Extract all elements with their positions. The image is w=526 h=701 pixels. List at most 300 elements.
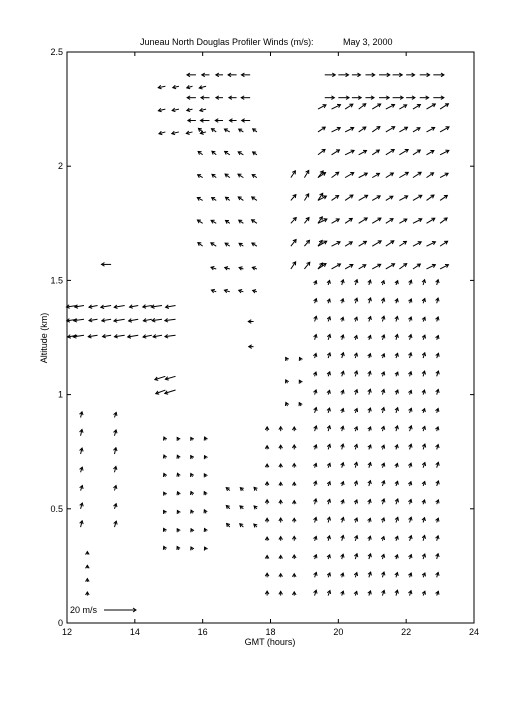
wind-arrow [254,487,257,490]
wind-arrow [143,305,152,309]
wind-arrow [413,105,420,110]
wind-arrow [408,317,411,322]
wind-arrow [427,173,434,178]
wind-arrow [354,298,357,303]
wind-arrow [325,73,336,77]
wind-arrow [399,105,406,109]
wind-arrow [422,299,425,304]
wind-arrow [341,426,344,431]
wind-arrow [359,241,367,246]
wind-arrow [239,290,244,293]
wind-arrow [228,73,237,77]
wind-arrow [440,241,448,246]
wind-arrow [253,129,257,132]
wind-arrow [332,242,340,247]
wind-arrow [292,592,296,596]
wind-arrow [155,376,166,380]
wind-arrow [395,463,398,467]
wind-arrow [101,263,111,267]
wind-arrow [299,403,302,406]
wind-arrow [292,536,296,540]
wind-arrow [80,486,83,491]
wind-arrow [354,390,357,395]
wind-arrow [114,319,125,323]
wind-arrow [338,96,349,100]
x-tick-label: 22 [401,627,412,637]
wind-arrow [381,572,384,577]
wind-arrow [372,127,380,132]
wind-arrow [332,172,339,177]
wind-arrow [252,243,257,246]
wind-arrow [314,445,317,449]
wind-arrow [253,152,257,155]
wind-arrow [420,73,430,77]
wind-arrow [341,280,344,285]
wind-arrow [422,390,425,395]
wind-arrow [114,412,117,417]
wind-arrow [436,572,439,577]
wind-arrow [395,353,398,358]
wind-arrow [153,335,162,339]
wind-arrow [440,218,447,223]
wind-arrow [354,444,357,449]
wind-arrow [395,573,398,578]
wind-arrow [395,536,398,541]
wind-arrow [241,73,250,77]
wind-arrow [382,590,385,595]
wind-arrow [338,73,348,77]
wind-arrow [216,96,223,100]
wind-arrow [436,536,439,541]
wind-arrow [386,127,395,132]
wind-arrow [381,445,384,449]
wind-arrow [204,510,207,514]
wind-arrow [395,408,398,413]
wind-arrow [101,305,111,309]
wind-arrow [372,264,380,269]
wind-arrow [368,371,371,376]
wind-arrow [395,372,398,376]
wind-arrow [340,317,343,321]
wind-arrow [265,591,269,595]
wind-arrow [422,317,425,321]
x-tick-label: 18 [265,627,276,637]
wind-arrow [433,73,444,77]
wind-arrow [292,501,296,505]
wind-arrow [399,172,408,177]
wind-arrow [345,150,354,155]
wind-arrow [216,73,223,77]
wind-arrow [86,579,90,582]
wind-arrow [368,335,371,339]
wind-arrow [381,518,384,523]
wind-arrow [177,510,180,513]
wind-arrow [408,372,411,377]
wind-arrow [285,402,288,406]
wind-arrow [304,170,308,177]
wind-arrow [163,528,166,531]
wind-arrow [372,196,380,201]
wind-arrow [279,555,283,559]
x-axis-label: GMT (hours) [244,637,296,647]
wind-arrow [187,85,193,88]
wind-arrow [408,573,411,577]
wind-arrow [440,264,448,269]
wind-arrow [422,463,425,468]
wind-arrow [265,537,269,541]
wind-arrow [252,175,257,178]
wind-arrow [422,353,425,358]
wind-arrow [368,591,371,596]
wind-arrow [164,510,167,513]
x-tick-label: 24 [468,627,480,637]
wind-arrow [130,305,139,309]
wind-arrow [399,149,408,154]
reference-vector-key [70,605,136,615]
y-tick-label: 2 [57,161,63,172]
wind-arrow [291,240,296,247]
wind-arrow [279,464,283,468]
wind-arrow [201,96,209,100]
wind-arrow [239,129,244,132]
wind-arrow [381,537,384,541]
wind-arrow [191,456,194,459]
wind-arrow [354,481,357,486]
wind-arrow [427,127,435,132]
wind-arrow [313,353,316,358]
y-tick-label: 1.5 [50,275,63,286]
wind-arrow [422,591,425,595]
y-axis-label: Altitude (km) [39,312,49,364]
wind-arrow [313,372,316,376]
wind-arrow [279,445,283,449]
wind-arrow [80,448,83,454]
wind-arrow [345,173,354,178]
wind-arrow [341,591,344,595]
wind-arrow [332,264,341,269]
x-tick-label: 20 [333,627,344,637]
axis-ticks [50,47,479,637]
wind-arrow [187,73,196,77]
wind-arrow [172,108,179,112]
wind-arrow [103,334,112,338]
wind-arrow [191,529,194,532]
wind-arrow [368,463,371,468]
wind-arrow [327,499,330,504]
wind-arrow [80,467,83,472]
wind-arrow [211,243,216,246]
wind-arrow [226,220,230,223]
wind-arrow [163,546,166,550]
wind-arrow [408,499,411,504]
wind-arrow [409,426,412,431]
wind-arrow [299,357,302,360]
chart-date: May 3, 2000 [343,37,393,47]
wind-arrow [341,444,344,449]
wind-arrow [279,591,283,595]
wind-arrow [80,412,83,418]
wind-arrow [198,128,202,132]
wind-arrow [341,554,344,559]
wind-arrow [327,408,330,413]
wind-arrow [229,96,237,100]
wind-arrow [265,555,269,559]
wind-arrow [327,334,330,339]
wind-arrow [327,517,330,522]
wind-arrow [368,572,371,577]
wind-arrow [314,299,317,304]
wind-arrow [327,555,330,559]
wind-arrow [89,318,98,322]
wind-arrow [200,131,206,134]
wind-arrow [372,104,380,109]
wind-arrow [422,500,425,504]
y-tick-label: 2.5 [50,47,63,57]
wind-arrow [359,104,366,109]
wind-arrow [393,73,403,77]
wind-arrow [224,289,229,292]
wind-arrow [114,504,117,509]
wind-arrow [211,267,216,270]
wind-arrow [422,444,425,449]
wind-arrow [86,565,90,568]
wind-arrow [292,464,296,468]
wind-arrow [372,173,379,177]
wind-arrow [265,482,269,486]
wind-arrow [413,195,422,200]
wind-arrow [341,335,344,340]
wind-arrow [327,426,330,431]
wind-arrow [129,319,139,323]
wind-arrow [408,463,411,468]
wind-arrow [304,218,309,224]
wind-arrow [165,318,176,322]
wind-arrow [354,335,357,339]
wind-arrow [80,429,84,435]
wind-arrow [435,427,438,431]
wind-arrow [332,104,341,109]
wind-arrow [393,96,404,100]
wind-arrow [240,506,243,509]
wind-arrow [368,298,371,303]
wind-arrow [163,455,166,459]
wind-arrow [279,574,283,578]
wind-arrow [436,481,439,486]
wind-arrow [190,492,193,496]
wind-arrow [177,547,180,550]
wind-arrow [229,119,236,123]
x-tick-label: 12 [61,627,73,637]
wind-arrow [238,197,243,201]
wind-arrow [304,240,309,246]
wind-arrow [427,195,434,200]
wind-arrow [381,389,384,394]
wind-arrow [395,426,398,431]
wind-arrow [381,554,384,559]
wind-arrow [368,536,371,541]
wind-arrow [332,195,339,200]
wind-arrow [238,174,243,177]
wind-arrow [332,150,340,155]
wind-arrow [413,128,420,132]
x-tick-label: 16 [197,627,208,637]
wind-arrow [409,536,412,541]
wind-arrow [292,445,296,449]
wind-arrow [225,267,230,270]
wind-arrow [436,500,439,504]
wind-arrow [265,518,269,522]
wind-arrow [327,317,330,322]
wind-arrow [395,481,398,486]
wind-arrow [265,427,269,431]
wind-arrow [191,473,194,476]
wind-arrow [372,241,381,246]
wind-arrow [299,380,302,383]
wind-arrow [422,482,425,486]
wind-arrow [422,409,425,413]
wind-arrow [359,173,368,178]
wind-arrow [226,197,230,200]
wind-arrow [436,445,439,450]
wind-arrow [354,371,357,376]
wind-arrow [368,518,371,522]
wind-arrow [422,426,425,431]
wind-arrow [406,96,415,100]
wind-arrow [114,335,124,339]
wind-arrow [399,219,406,223]
wind-arrow [422,554,425,559]
wind-arrow [341,390,344,394]
wind-arrow [399,264,406,269]
wind-arrow [327,444,330,449]
wind-arrow [113,466,116,472]
wind-arrow [152,318,162,322]
wind-arrow [440,195,447,200]
wind-arrow [239,243,243,246]
wind-arrow [359,127,366,132]
wind-arrow [202,73,210,77]
wind-arrow [332,127,341,132]
wind-arrow [265,446,269,450]
wind-arrow [365,73,374,77]
reference-vector-label: 20 m/s [70,605,98,615]
wind-arrow [279,500,283,504]
wind-arrow [313,390,316,395]
wind-arrow [341,482,344,486]
wind-arrow [172,131,179,135]
chart-title: Juneau North Douglas Profiler Winds (m/s): [140,37,314,47]
wind-arrow [204,474,207,477]
wind-arrow [225,243,230,246]
wind-arrow [413,219,422,224]
wind-arrow [386,219,393,224]
wind-arrow [253,290,257,293]
wind-arrow [381,354,384,358]
wind-arrow [382,481,385,486]
wind-arrow [227,523,230,527]
wind-arrow [381,298,384,303]
wind-arrow [395,316,398,321]
wind-arrow [252,197,257,200]
wind-arrow [408,353,411,358]
wind-arrow [204,437,207,440]
wind-arrow [200,108,206,111]
wind-arrow [239,267,243,270]
wind-arrow [352,73,361,77]
wind-arrow [187,96,196,100]
wind-arrow [286,357,289,360]
y-tick-label: 1 [57,389,63,400]
wind-arrow [413,172,421,177]
wind-arrow [327,280,330,285]
wind-arrow [427,218,435,223]
wind-arrow [368,317,371,322]
wind-arrow [279,427,283,431]
wind-arrow [381,499,384,504]
wind-arrow [143,335,152,339]
wind-arrow [249,345,254,349]
wind-arrow [314,316,317,321]
wind-arrow [409,555,412,559]
wind-arrow [225,151,230,154]
wind-arrow [128,335,139,339]
wind-arrow [354,591,357,595]
wind-arrow [408,482,411,486]
wind-arrow [114,305,124,309]
wind-arrow [158,85,165,89]
wind-arrow [354,317,357,321]
wind-arrow [422,535,425,540]
wind-arrow [212,174,216,177]
wind-arrow [341,353,344,358]
wind-arrow [204,547,207,550]
wind-arrow [291,171,296,178]
wind-arrow [191,437,194,440]
wind-arrow [368,554,371,559]
wind-arrow [354,280,357,285]
wind-arrow [381,335,384,340]
wind-arrow [200,119,209,123]
wind-arrow [399,241,406,246]
wind-arrow [436,408,439,412]
wind-arrow [314,408,317,413]
wind-arrow [354,536,357,541]
wind-arrow [254,506,257,509]
wind-arrow [409,517,412,522]
wind-arrow [345,195,353,200]
wind-arrow [354,554,357,559]
wind-arrow [226,505,230,508]
wind-arrow [291,195,296,201]
wind-arrow [395,445,398,450]
wind-arrow [177,455,180,458]
wind-arrow [395,334,398,339]
wind-arrow [304,194,308,201]
wind-arrow [318,127,325,132]
wind-arrow [368,408,371,413]
wind-arrow [197,197,202,200]
wind-arrow [314,517,317,522]
wind-arrow [395,555,398,559]
wind-arrow [422,518,425,523]
wind-arrow [379,73,390,77]
wind-arrow [286,380,289,383]
wind-arrow [212,198,217,201]
wind-arrow [191,510,194,513]
wind-arrow [436,554,439,559]
wind-arrow [359,218,368,223]
wind-arrow [327,390,330,394]
